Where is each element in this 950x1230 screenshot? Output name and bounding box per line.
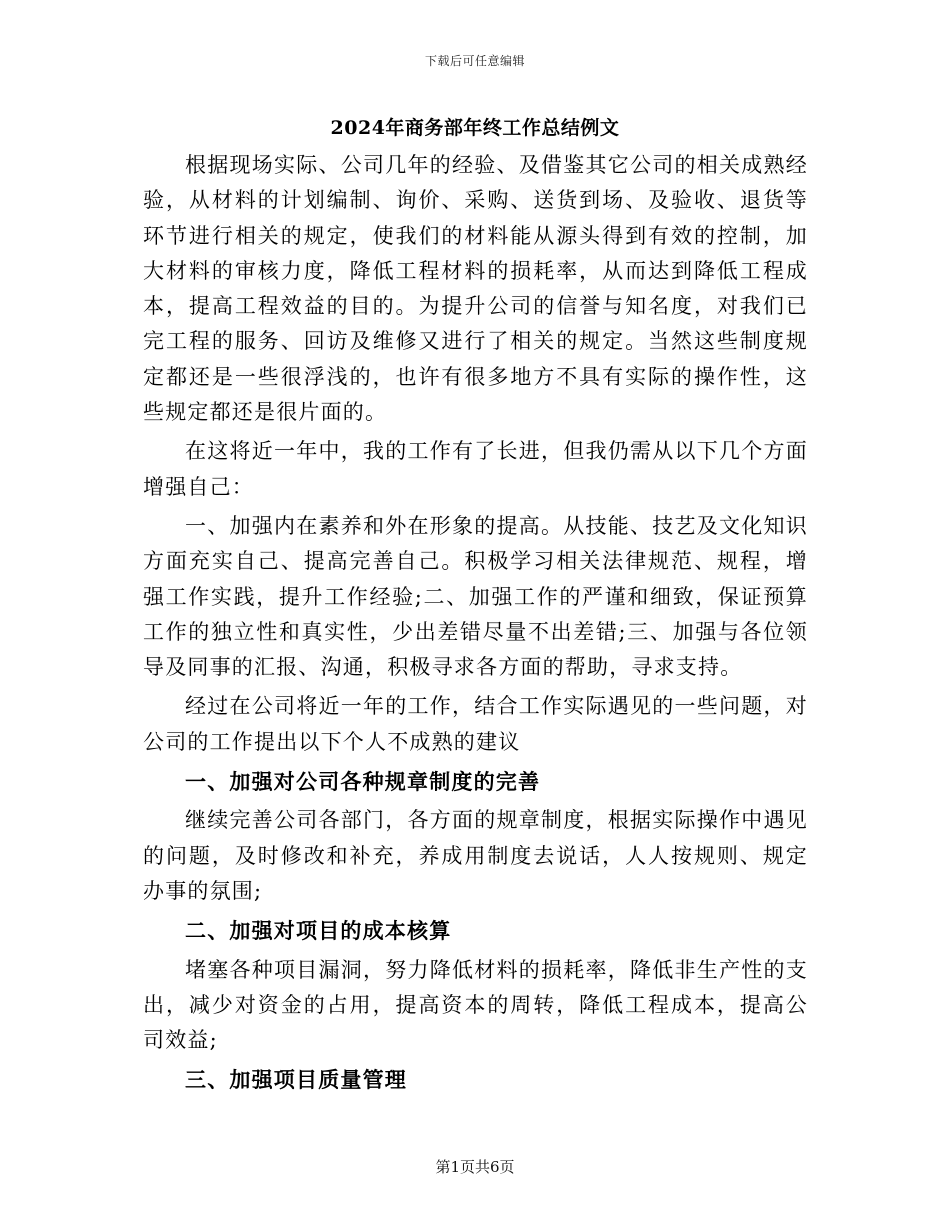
section-heading-3: 三、加强项目质量管理 xyxy=(185,1067,407,1093)
document-title: 2024年商务部年终工作总结例文 xyxy=(330,117,620,139)
document-body xyxy=(143,148,808,1102)
paragraph-3: 一、加强内在素养和外在形象的提高。从技能、技艺及文化知识方面充实自己、提高完善自己。积极学习相关法律规范、规程，增强工作实践，提升工作经验;二、加强工作的严谨和细致，保证预算工作的独立性和真实性，少出差错尽量不出差错;三、加强与各位领导及同事的汇报、沟通，积极寻求各方面的帮助，寻求支持。 xyxy=(143,513,808,680)
paragraph-1: 根据现场实际、公司几年的经验、及借鉴其它公司的相关成熟经验，从材料的计划编制、询价、采购、送货到场、及验收、退货等环节进行相关的规定，使我们的材料能从源头得到有效的控制，加大材料的审核力度，降低工程材料的损耗率，从而达到降低工程成本，提高工程效益的目的。为提升公司的信誉与知名度，对我们已完工程的服务、回访及维修又进行了相关的规定。当然这些制度规定都还是一些很浮浅的，也许有很多地方不具有实际的操作性，这些规定都还是很片面的。 xyxy=(143,153,808,425)
section-heading-1: 一、加强对公司各种规章制度的完善 xyxy=(185,769,541,795)
page-header: 下载后可任意编辑 xyxy=(424,54,525,68)
section-heading-2: 二、加强对项目的成本核算 xyxy=(185,918,452,944)
paragraph-2: 在这将近一年中，我的工作有了长进，但我仍需从以下几个方面增强自己： xyxy=(143,439,808,499)
page-footer: 第1页共6页 xyxy=(435,1158,515,1176)
paragraph-5: 继续完善公司各部门，各方面的规章制度，根据实际操作中遇见的问题，及时修改和补充，养成用制度去说话，人人按规则、规定办事的氛围; xyxy=(143,808,808,903)
paragraph-6: 堵塞各种项目漏洞，努力降低材料的损耗率，降低非生产性的支出，减少对资金的占用，提高资本的周转，降低工程成本，提高公司效益; xyxy=(143,957,808,1053)
paragraph-4: 经过在公司将近一年的工作，结合工作实际遇见的一些问题，对公司的工作提出以下个人不成熟的建议 xyxy=(143,694,808,754)
